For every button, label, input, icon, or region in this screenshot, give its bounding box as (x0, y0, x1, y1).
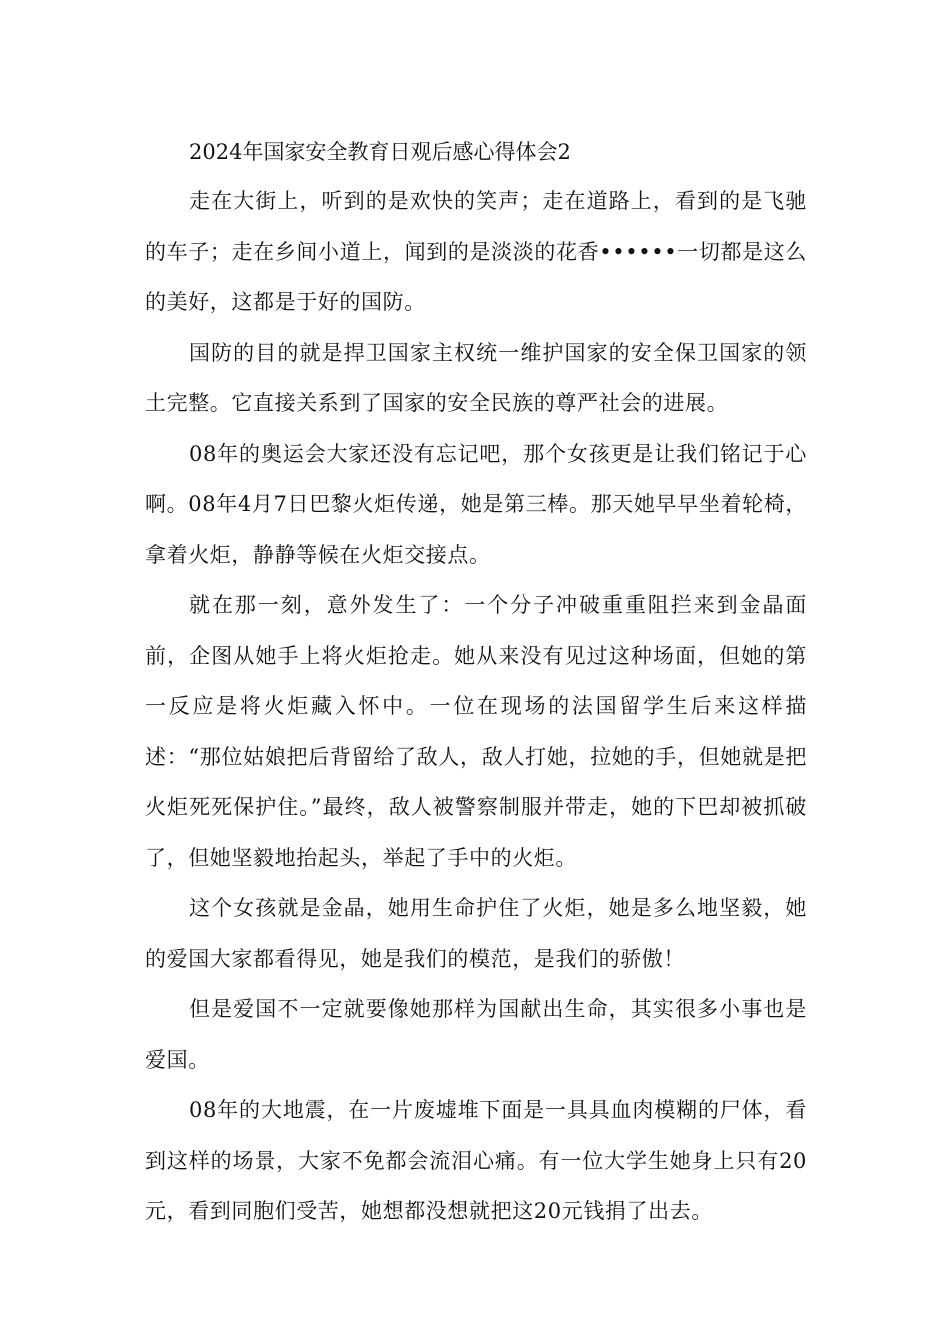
document-body (145, 128, 807, 1237)
paragraph-3: 08年的奥运会大家还没有忘记吧，那个女孩更是让我们铭记于心啊。08年4月7日巴黎火炬传递，她是第三棒。那天她早早坐着轮椅，拿着火炬，静静等候在火炬交接点。 (145, 441, 807, 567)
paragraph-1: 走在大街上，听到的是欢快的笑声；走在道路上，看到的是飞驰的车子；走在乡间小道上，闻到的是淡淡的花香••••••一切都是这么的美好，这都是于好的国防。 (145, 189, 807, 314)
paragraph-2: 国防的目的就是捍卫国家主权统一维护国家的安全保卫国家的领土完整。它直接关系到了国家的安全民族的尊严社会的进展。 (145, 340, 807, 415)
paragraph-5: 这个女孩就是金晶，她用生命护住了火炬，她是多么地坚毅，她的爱国大家都看得见，她是我们的模范，是我们的骄傲！ (145, 896, 807, 971)
document-title: 2024年国家安全教育日观后感心得体会2 (189, 140, 571, 164)
paragraph-7: 08年的大地震，在一片废墟堆下面是一具具血肉模糊的尸体，看到这样的场景，大家不免都会流泪心痛。有一位大学生她身上只有20元，看到同胞们受苦，她想都没想就把这20元钱捐了出去。 (145, 1098, 807, 1223)
paragraph-4: 就在那一刻，意外发生了：一个分子冲破重重阻拦来到金晶面前，企图从她手上将火炬抢走。她从来没有见过这种场面，但她的第一反应是将火炬藏入怀中。一位在现场的法国留学生后来这样描述：“那位姑娘把后背留给了敌人，敌人打她，拉她的手，但她就是把火炬死死保护住。”最终，敌人被警察制服并带走，她的下巴却被抓破了，但她坚毅地抬起头，举起了手中的火炬。 (145, 593, 807, 870)
paragraph-6: 但是爱国不一定就要像她那样为国献出生命，其实很多小事也是爱国。 (145, 997, 807, 1072)
